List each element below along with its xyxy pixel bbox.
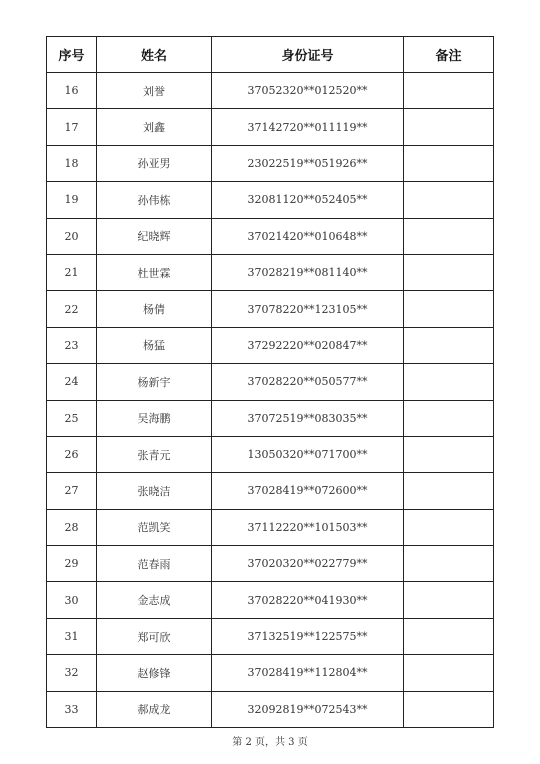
cell-remarks	[404, 73, 494, 109]
header-number: 序号	[47, 37, 97, 73]
cell-number: 18	[47, 145, 97, 181]
cell-name: 杜世霖	[97, 254, 212, 290]
cell-remarks	[404, 364, 494, 400]
cell-name: 郑可欣	[97, 618, 212, 654]
table-row	[47, 109, 494, 145]
cell-id-number: 32092819**072543**	[212, 691, 404, 727]
cell-id-number: 37021420**010648**	[212, 218, 404, 254]
cell-number: 17	[47, 109, 97, 145]
cell-number: 27	[47, 473, 97, 509]
table-row	[47, 509, 494, 545]
table-row	[47, 218, 494, 254]
cell-id-number: 37292220**020847**	[212, 327, 404, 363]
cell-remarks	[404, 145, 494, 181]
cell-remarks	[404, 473, 494, 509]
table-row	[47, 73, 494, 109]
cell-name: 郝成龙	[97, 691, 212, 727]
cell-name: 张青元	[97, 436, 212, 472]
header-remarks: 备注	[404, 37, 494, 73]
cell-number: 23	[47, 327, 97, 363]
cell-id-number: 37142720**011119**	[212, 109, 404, 145]
cell-remarks	[404, 691, 494, 727]
cell-id-number: 37028219**081140**	[212, 254, 404, 290]
table-row	[47, 254, 494, 290]
cell-remarks	[404, 509, 494, 545]
cell-name: 杨新宇	[97, 364, 212, 400]
table-row	[47, 400, 494, 436]
table-row	[47, 436, 494, 472]
cell-name: 纪晓辉	[97, 218, 212, 254]
cell-remarks	[404, 182, 494, 218]
table-row	[47, 182, 494, 218]
cell-name: 范凯笑	[97, 509, 212, 545]
cell-name: 范春雨	[97, 546, 212, 582]
cell-remarks	[404, 546, 494, 582]
cell-number: 25	[47, 400, 97, 436]
cell-id-number: 32081120**052405**	[212, 182, 404, 218]
header-id-number: 身份证号	[212, 37, 404, 73]
cell-id-number: 37028419**112804**	[212, 655, 404, 691]
cell-name: 孙亚男	[97, 145, 212, 181]
cell-number: 33	[47, 691, 97, 727]
table-row	[47, 546, 494, 582]
cell-id-number: 37028220**041930**	[212, 582, 404, 618]
cell-remarks	[404, 291, 494, 327]
cell-id-number: 37028220**050577**	[212, 364, 404, 400]
cell-id-number: 37028419**072600**	[212, 473, 404, 509]
roster-table	[46, 36, 494, 728]
cell-id-number: 37078220**123105**	[212, 291, 404, 327]
header-name: 姓名	[97, 37, 212, 73]
cell-number: 26	[47, 436, 97, 472]
cell-number: 29	[47, 546, 97, 582]
cell-remarks	[404, 655, 494, 691]
cell-name: 金志成	[97, 582, 212, 618]
cell-id-number: 37052320**012520**	[212, 73, 404, 109]
cell-number: 30	[47, 582, 97, 618]
cell-number: 22	[47, 291, 97, 327]
cell-number: 19	[47, 182, 97, 218]
cell-name: 杨倩	[97, 291, 212, 327]
table-row	[47, 618, 494, 654]
cell-remarks	[404, 254, 494, 290]
cell-number: 24	[47, 364, 97, 400]
table-body	[47, 73, 494, 728]
cell-id-number: 37072519**083035**	[212, 400, 404, 436]
table-row	[47, 691, 494, 727]
table-row	[47, 145, 494, 181]
cell-number: 21	[47, 254, 97, 290]
cell-remarks	[404, 218, 494, 254]
cell-remarks	[404, 109, 494, 145]
cell-name: 杨猛	[97, 327, 212, 363]
cell-remarks	[404, 618, 494, 654]
cell-id-number: 13050320**071700**	[212, 436, 404, 472]
cell-id-number: 37132519**122575**	[212, 618, 404, 654]
cell-id-number: 23022519**051926**	[212, 145, 404, 181]
cell-name: 刘鑫	[97, 109, 212, 145]
table-row	[47, 473, 494, 509]
page-number-footer: 第 2 页，共 3 页	[232, 737, 308, 748]
table-row	[47, 655, 494, 691]
cell-id-number: 37112220**101503**	[212, 509, 404, 545]
cell-number: 28	[47, 509, 97, 545]
cell-name: 吴海鹏	[97, 400, 212, 436]
cell-name: 孙伟栋	[97, 182, 212, 218]
cell-name: 赵修锋	[97, 655, 212, 691]
table-header-row	[47, 37, 494, 73]
table-row	[47, 291, 494, 327]
cell-remarks	[404, 582, 494, 618]
cell-number: 20	[47, 218, 97, 254]
table-row	[47, 582, 494, 618]
cell-remarks	[404, 436, 494, 472]
cell-number: 16	[47, 73, 97, 109]
cell-name: 刘誉	[97, 73, 212, 109]
cell-number: 31	[47, 618, 97, 654]
table-row	[47, 364, 494, 400]
cell-name: 张晓洁	[97, 473, 212, 509]
cell-remarks	[404, 327, 494, 363]
cell-id-number: 37020320**022779**	[212, 546, 404, 582]
table-row	[47, 327, 494, 363]
cell-remarks	[404, 400, 494, 436]
cell-number: 32	[47, 655, 97, 691]
